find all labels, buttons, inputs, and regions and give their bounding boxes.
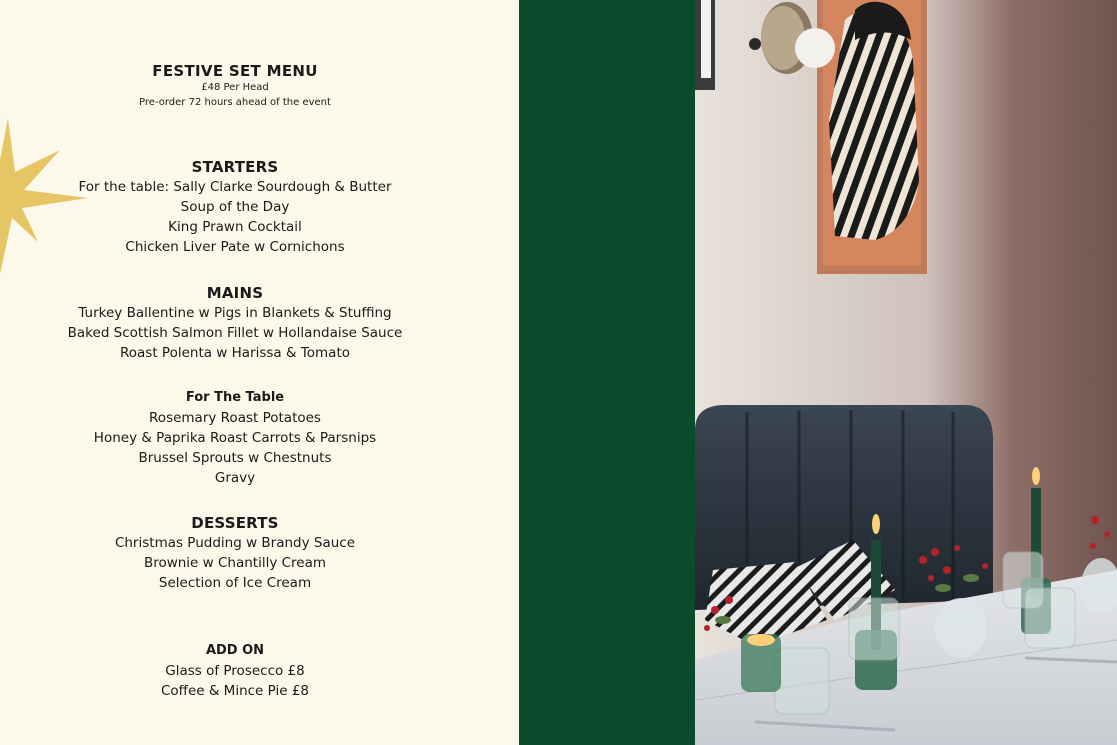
section-for-the-table: [0, 388, 470, 488]
section-title-mains: MAINS: [206, 284, 264, 302]
menu-item: Glass of Prosecco £8: [165, 663, 305, 679]
menu-item: Christmas Pudding w Brandy Sauce: [114, 535, 356, 551]
menu-item: Roast Polenta w Harissa & Tomato: [119, 345, 350, 361]
section-title-for-the-table: For The Table: [185, 390, 285, 405]
section-desserts: [0, 513, 470, 593]
menu-price: £48 Per Head: [201, 82, 269, 93]
menu-item: Honey & Paprika Roast Carrots & Parsnips: [93, 430, 377, 446]
menu-item: King Prawn Cocktail: [168, 219, 302, 235]
restaurant-photo-illustration: [695, 0, 1117, 745]
menu-preorder-note: Pre-order 72 hours ahead of the event: [139, 97, 331, 108]
menu-item: Coffee & Mince Pie £8: [160, 683, 310, 699]
section-mains: [0, 283, 470, 363]
green-divider-band: [519, 0, 695, 745]
section-title-desserts: DESSERTS: [191, 514, 279, 532]
menu-item: Rosemary Roast Potatoes: [149, 410, 321, 426]
menu-item: Baked Scottish Salmon Fillet w Hollandaise Sauce: [67, 325, 403, 341]
section-add-on: [0, 641, 470, 701]
menu-item: Soup of the Day: [180, 199, 290, 215]
menu-item: Gravy: [214, 470, 256, 486]
section-title-add-on: ADD ON: [205, 643, 265, 658]
menu-header: [0, 62, 470, 110]
section-title-starters: STARTERS: [191, 158, 279, 176]
restaurant-photo: [695, 0, 1117, 745]
menu-panel: [0, 0, 519, 745]
menu-item: For the table: Sally Clarke Sourdough & Butter: [78, 179, 392, 195]
menu-item: Chicken Liver Pate w Cornichons: [125, 239, 345, 255]
menu-item: Selection of Ice Cream: [158, 575, 312, 591]
menu-title: FESTIVE SET MENU: [152, 62, 318, 80]
menu-item: Brussel Sprouts w Chestnuts: [138, 450, 332, 466]
section-starters: [0, 157, 470, 257]
menu-item: Turkey Ballentine w Pigs in Blankets & Stuffing: [78, 305, 392, 321]
menu-item: Brownie w Chantilly Cream: [143, 555, 327, 571]
